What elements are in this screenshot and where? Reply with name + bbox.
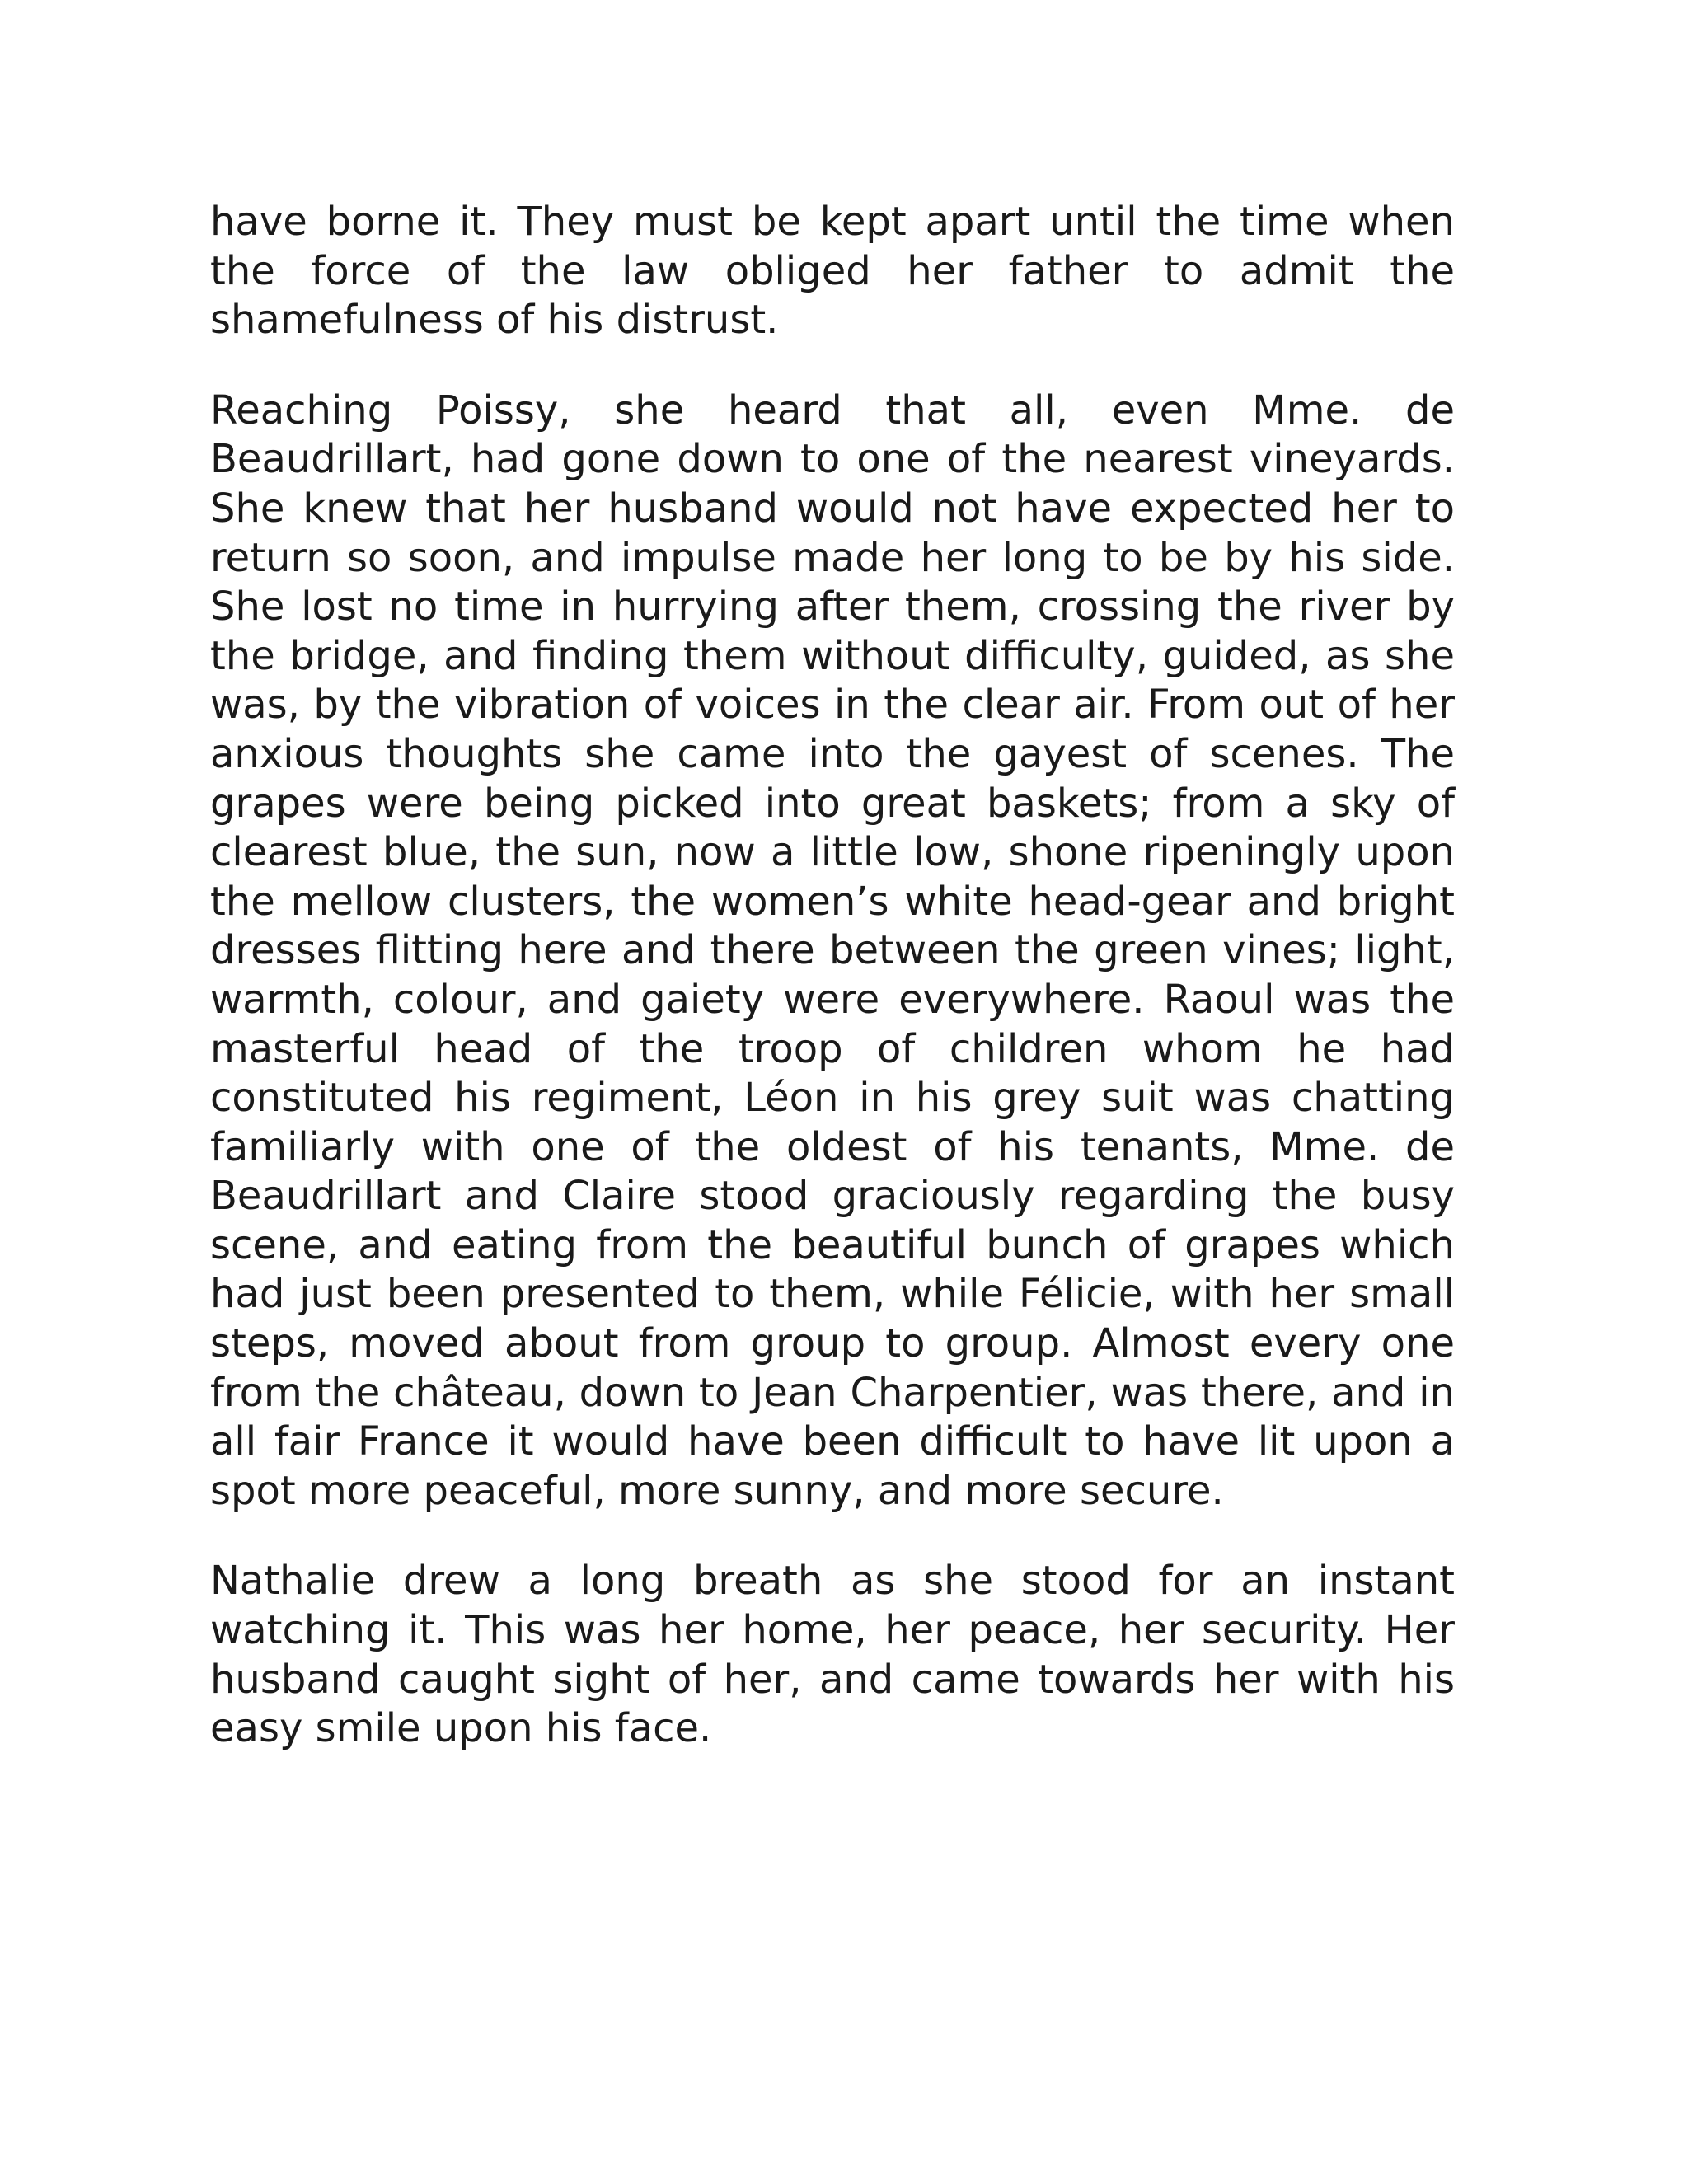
paragraph-1: have borne it. They must be kept apart until the time when the force of the law obliged her father to admit the shamefulness of his distrust. [210,199,1455,344]
paragraph-3: Nathalie drew a long breath as she stood for an instant watching it. This was her home, her peace, her security. Her husband caught sight of her, and came towards her with his easy smile upon his face. [210,1558,1455,1752]
paragraph-2: Reaching Poissy, she heard that all, even Mme. de Beaudrillart, had gone down to one of the nearest vineyards. She knew that her husband would not have expected her to return so soon, and impulse made her long to be by his side. She lost no time in hurrying after them, crossing the river by the bridge, and finding them without difficulty, guided, as she was, by the vibration of voices in the clear air. From out of her anxious thoughts she came into the gayest of scenes. The grapes were being picked into great baskets; from a sky of clearest blue, the sun, now a little low, shone ripeningly upon the mellow clusters, the women’s white head-gear and bright dresses flitting here and there between the green vines; light, warmth, colour, and gaiety were everywhere. Raoul was the masterful head of the troop of children whom he had constituted his regiment, Léon in his grey suit was chatting familiarly with one of the oldest of his tenants, Mme. de Beaudrillart and Claire stood graciously regarding the busy scene, and eating from the beautiful bunch of grapes which had just been presented to them, while Félicie, with her small steps, moved about from group to group. Almost every one from the château, down to Jean Charpentier, was there, and in all fair France it would have been difficult to have lit upon a spot more peaceful, more sunny, and more secure. [210,387,1455,1514]
page-body [210,198,1455,1795]
